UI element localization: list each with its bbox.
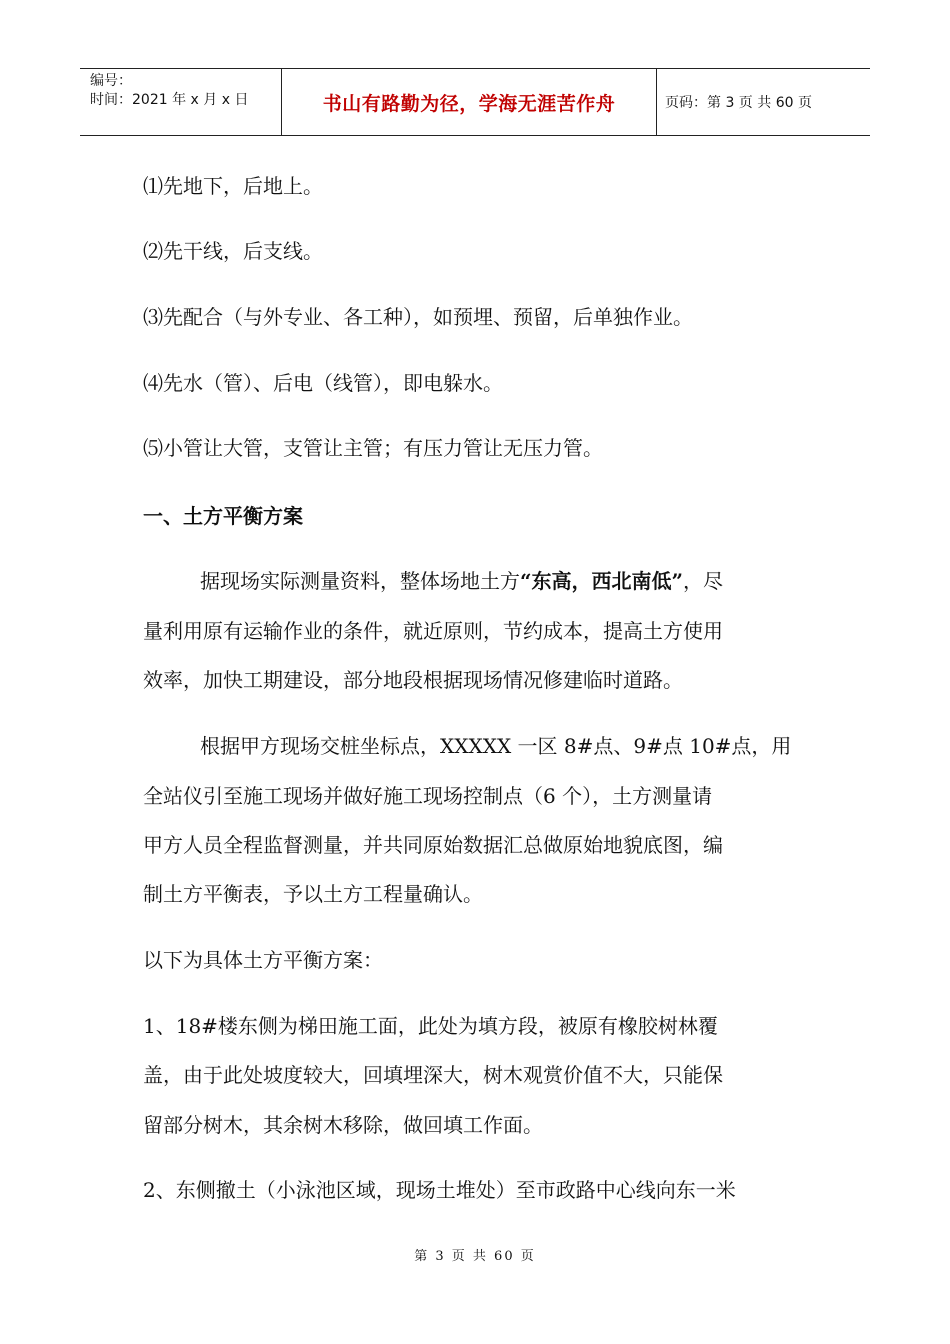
paragraph-line: 制土方平衡表，予以土方工程量确认。 <box>143 882 483 906</box>
page-footer: 第 3 页 共 60 页 <box>414 1249 536 1264</box>
rule-item: ⑵先干线，后支线。 <box>143 239 323 263</box>
rule-item: ⑶先配合（与外专业、各工种），如预埋、预留，后单独作业。 <box>143 305 693 329</box>
time-label: 时间：2021 年 x 月 x 日 <box>90 92 249 108</box>
paragraph-line: 甲方人员全程监督测量，并共同原始数据汇总做原始地貌底图，编 <box>143 833 723 857</box>
header-page-code: 页码：第 3 页 共 60 页 <box>665 95 812 111</box>
paragraph-line: 据现场实际测量资料，整体场地土方“东高，西北南低”，尽 <box>200 569 724 593</box>
header-motto-cell <box>281 69 657 135</box>
serial-label: 编号： <box>90 73 132 89</box>
rule-item: ⑷先水（管）、后电（线管），即电躲水。 <box>143 371 503 395</box>
rule-item: ⑸小管让大管，支管让主管；有压力管让无压力管。 <box>143 436 603 460</box>
list-item-line: 留部分树木，其余树木移除，做回填工作面。 <box>143 1113 543 1137</box>
header-info-cell <box>80 69 280 135</box>
header-page-cell <box>657 69 870 135</box>
list-item-line: 2、东侧撤土（小泳池区域，现场土堆处）至市政路中心线向东一米 <box>143 1178 736 1202</box>
list-item-line: 1、18#楼东侧为梯田施工面，此处为填方段，被原有橡胶树林覆 <box>143 1014 718 1038</box>
rule-item: ⑴先地下，后地上。 <box>143 174 323 198</box>
paragraph-line: 全站仪引至施工现场并做好施工现场控制点（6 个），土方测量请 <box>143 784 713 808</box>
list-item-line: 盖，由于此处坡度较大，回填埋深大，树木观赏价值不大，只能保 <box>143 1063 723 1087</box>
paragraph-line: 根据甲方现场交桩坐标点，XXXXX 一区 8#点、9#点 10#点，用 <box>200 734 792 758</box>
emphasis-text: “东高，西北南低” <box>520 569 684 593</box>
page-header <box>80 68 870 136</box>
header-motto: 书山有路勤为径，学海无涯苦作舟 <box>322 92 616 115</box>
section-heading: 一、土方平衡方案 <box>143 504 303 528</box>
paragraph-line: 量利用原有运输作业的条件，就近原则，节约成本，提高土方使用 <box>143 619 723 643</box>
paragraph-line: 效率，加快工期建设，部分地段根据现场情况修建临时道路。 <box>143 668 683 692</box>
paragraph-line: 以下为具体土方平衡方案： <box>143 948 383 972</box>
